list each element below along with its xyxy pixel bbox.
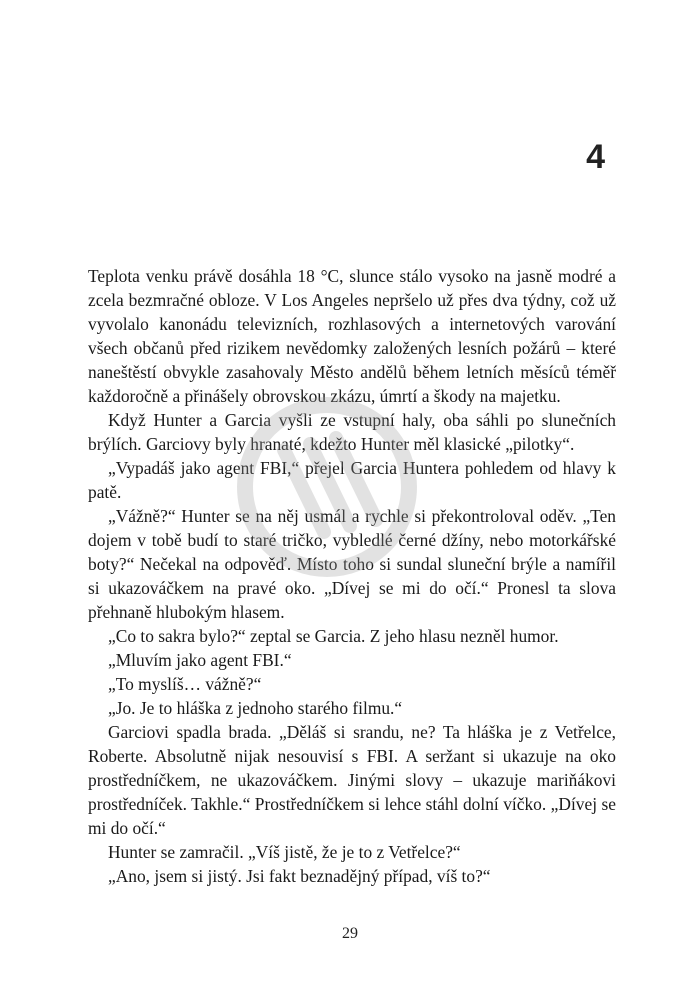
paragraph: „Mluvím jako agent FBI.“ [108, 650, 292, 670]
paragraph: „Vypadáš jako agent FBI,“ přejel Garcia Huntera pohledem od hlavy k patě. [88, 458, 616, 502]
page-number: 29 [342, 925, 358, 942]
paragraph: „Vážně?“ Hunter se na něj usmál a rychle si překontroloval oděv. „Ten dojem v tobě budí to staré tričko, vybledlé černé džíny, nebo motorkářské boty?“ Nečekal na odpověď. Místo toho si sundal sluneční brýle a namířil si ukazováčkem na pravé oko. „Dívej se mi do očí.“ Pronesl ta slova přehnaně hlubokým hlasem. [88, 506, 616, 622]
chapter-number: 4 [586, 138, 605, 176]
paragraph: Garciovi spadla brada. „Děláš si srandu, ne? Ta hláška je z Vetřelce, Roberte. Absolutně nijak nesouvisí s FBI. A seržant si ukazuje na oko prostředníčkem, ne ukazováčkem. Jinými slovy – ukazuje mariňákovi prostředníček. Takhle.“ Prostředníčkem si lehce stáhl dolní víčko. „Dívej se mi do očí.“ [88, 722, 616, 838]
paragraph: Hunter se zamračil. „Víš jistě, že je to z Vetřelce?“ [108, 842, 461, 862]
paragraph: Když Hunter a Garcia vyšli ze vstupní haly, oba sáhli po slunečních brýlích. Garciovy byly hranaté, kdežto Hunter měl klasické „pilotky“. [88, 410, 616, 454]
paragraph: „Ano, jsem si jistý. Jsi fakt beznadějný případ, víš to?“ [108, 866, 491, 886]
paragraph: Teplota venku právě dosáhla 18 °C, slunce stálo vysoko na jasně modré a zcela bezmračné obloze. V Los Angeles nepršelo už přes dva týdny, což už vyvolalo kanonádu televizních, rozhlasových a internetových varování všech občanů před rizikem nevědomky založených lesních požárů – které naneštěstí obvykle zasahovaly Město andělů během letních měsíců téměř každoročně a přinášely obrovskou zkázu, úmrtí a škody na majetku. [88, 266, 616, 406]
paragraph: „Jo. Je to hláška z jednoho starého filmu.“ [108, 698, 403, 718]
paragraph: „To myslíš… vážně?“ [108, 674, 262, 694]
body-text [88, 264, 616, 888]
paragraph: „Co to sakra bylo?“ zeptal se Garcia. Z jeho hlasu nezněl humor. [108, 626, 559, 646]
